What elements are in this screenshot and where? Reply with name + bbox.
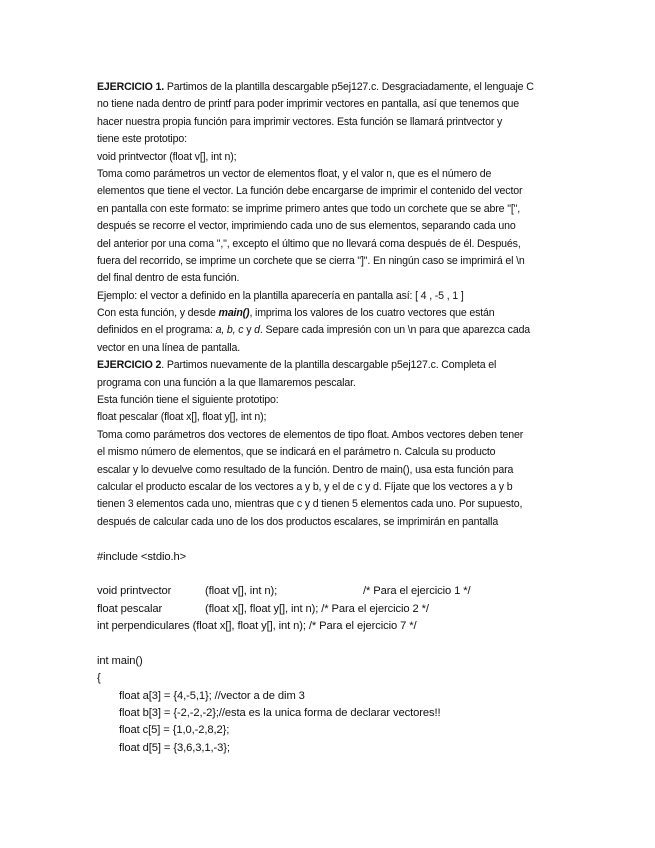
vector-d: d [254, 324, 260, 337]
code-proto-printvector [97, 583, 563, 600]
code-include: #include <stdio.h> [97, 550, 187, 563]
ex2-line-5: Toma como parámetros dos vectores de elementos de tipo float. Ambos vectores deben tener [97, 428, 524, 441]
code-vector-b: float b[3] = {-2,-2,-2};//esta es la unica forma de declarar vectores!! [119, 707, 441, 720]
ex1-line-2: no tiene nada dentro de printf para poder imprimir vectores en pantalla, así que tenemos que [97, 98, 519, 111]
vectors-abc: a, b, c [215, 324, 244, 337]
code-vector-c: float c[5] = {1,0,-2,8,2}; [119, 724, 230, 737]
spacer [97, 636, 563, 653]
ex1-line-15 [97, 322, 563, 339]
ex2-line-3: Esta función tiene el siguiente prototipo: [97, 394, 279, 407]
ex1-line-16: vector en una línea de pantalla. [97, 341, 241, 354]
code-vector-a: float a[3] = {4,-5,1}; //vector a de dim 3 [119, 689, 305, 702]
ex1-line-15c: y [243, 324, 255, 337]
ex1-line-3: hacer nuestra propia función para imprimir vectores. Esta función se llamará printvector y [97, 115, 503, 128]
code-proto-2-name: float pescalar [97, 602, 163, 615]
ex1-line-14a: Con esta función, y desde [97, 307, 219, 320]
code-main-signature: int main() [97, 654, 143, 667]
ex1-example: Ejemplo: el vector a definido en la plantilla aparecería en pantalla así: [ 4 , -5 , 1 ] [97, 289, 464, 302]
ex1-line-14c: , imprima los valores de los cuatro vectores que están [249, 307, 495, 320]
ex1-line-1-text: Partimos de la plantilla descargable p5ej127.c. Desgraciadamente, el lenguaje C [164, 81, 534, 93]
code-proto-1-comment: /* Para el ejercicio 1 */ [363, 585, 471, 598]
ex1-line-7: elementos que tiene el vector. La función debe encargarse de imprimir el contenido del vector [97, 185, 523, 198]
ex1-line-6: Toma como parámetros un vector de elementos float, y el valor n, que es el número de [97, 167, 492, 180]
code-vector-d: float d[5] = {3,6,3,1,-3}; [119, 741, 230, 754]
ex2-line-7: escalar y lo devuelve como resultado de la función. Dentro de main(), usa esta función para [97, 463, 514, 476]
ex2-line-6: el mismo número de elementos, que se indicará en el parámetro n. Calcula su producto [97, 446, 496, 459]
ex1-line-8: en pantalla con este formato: se imprime primero antes que todo un corchete que se abre "[", [97, 202, 521, 215]
ex2-line-10: después de calcular cada uno de los dos productos escalares, se imprimirán en pantalla [97, 515, 499, 528]
ex1-line-12: del final dentro de esta función. [97, 272, 240, 285]
ex1-line-10: del anterior por una coma ",", excepto el último que no llevará coma después de él. Después, [97, 237, 521, 250]
code-proto-pescalar [97, 601, 563, 618]
ex1-line-15e: . Separe cada impresión con un \n para que aparezca cada [259, 324, 531, 337]
ex1-prototype: void printvector (float v[], int n); [97, 150, 237, 163]
code-proto-1-args: (float v[], int n); [205, 585, 278, 598]
ex2-line-1 [97, 357, 563, 374]
code-open-brace: { [97, 672, 101, 685]
code-proto-2-comment: /* Para el ejercicio 2 */ [318, 602, 429, 615]
ex1-line-15a: definidos en el programa: [97, 324, 216, 337]
ex1-line-11: fuera del recorrido, se imprime un corchete que se cierra "]". En ningún caso se imprimirá el \n [97, 254, 525, 267]
code-proto-2-args: (float x[], float y[], int n); [205, 602, 319, 615]
ex1-line-4: tiene este prototipo: [97, 133, 187, 146]
ex1-line-9: después se recorre el vector, imprimiendo cada uno de sus elementos, separando cada uno [97, 220, 516, 233]
code-proto-perpendiculares: int perpendiculares (float x[], float y[], int n); /* Para el ejercicio 7 */ [97, 620, 417, 633]
ex1-line-14 [97, 305, 563, 322]
ex2-line-2: programa con una función a la que llamaremos pescalar. [97, 376, 356, 389]
ex1-heading: EJERCICIO 1. [97, 81, 165, 93]
ex2-line-8: calcular el producto escalar de los vectores a y b, y el de c y d. Fíjate que los vectores a y b [97, 480, 513, 493]
ex2-prototype: float pescalar (float x[], float y[], int n); [97, 411, 267, 424]
code-proto-1-name: void printvector [97, 585, 172, 598]
main-ref: main() [218, 307, 250, 320]
ex1-line-1 [97, 79, 563, 96]
ex2-line-9: tienen 3 elementos cada uno, mientras que c y d tienen 5 elementos cada uno. Por supuesto, [97, 498, 523, 511]
spacer [97, 531, 563, 548]
document-page [97, 79, 563, 757]
ex2-line-1-text: . Partimos nuevamente de la plantilla descargable p5ej127.c. Completa el [161, 359, 497, 372]
spacer [97, 566, 563, 583]
ex2-heading: EJERCICIO 2 [97, 359, 162, 372]
